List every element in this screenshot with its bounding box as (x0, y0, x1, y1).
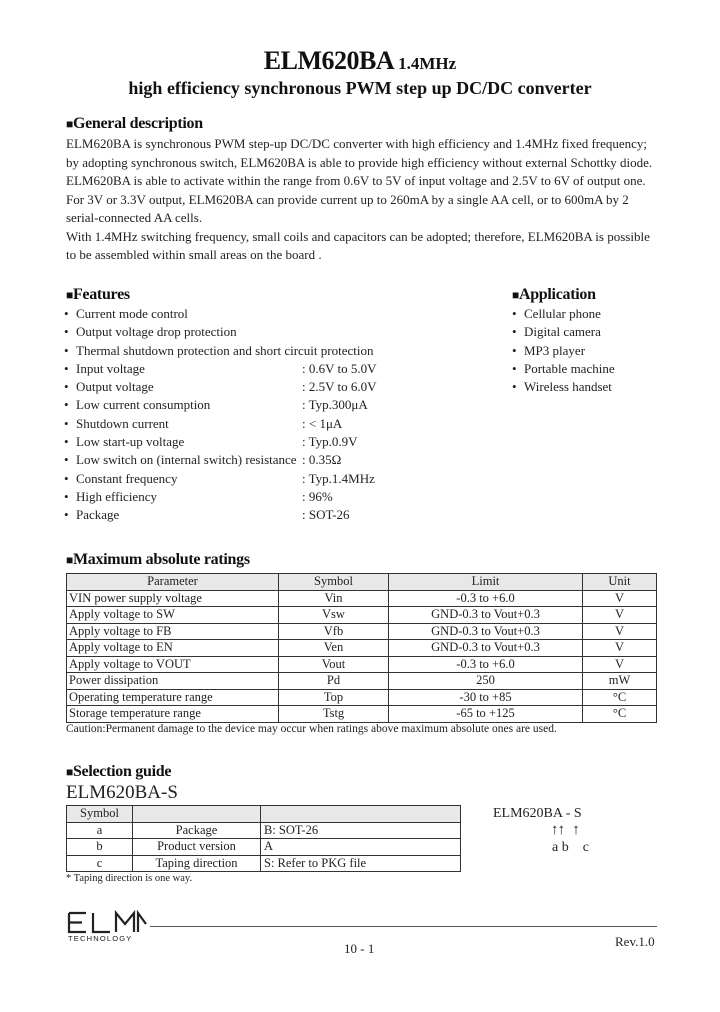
table-cell: -30 to +85 (389, 689, 583, 706)
feature-value: : 96% (302, 488, 333, 504)
table-row (67, 689, 657, 706)
general-heading: ■General description (66, 115, 203, 132)
table-cell: Product version (133, 839, 261, 856)
bullet-icon: • (64, 360, 69, 376)
bullet-icon: • (512, 360, 517, 376)
features-heading: ■Features (66, 286, 130, 303)
column-header: Parameter (67, 574, 279, 591)
selection-part-number: ELM620BA-S (66, 782, 178, 803)
table-cell: -0.3 to +6.0 (389, 656, 583, 673)
table-cell: V (583, 623, 657, 640)
table-cell: S: Refer to PKG file (261, 855, 461, 872)
desc-line: to be assembled within small areas on the board . (66, 247, 322, 262)
bullet-icon: • (64, 379, 69, 395)
ratings-heading: ■Maximum absolute ratings (66, 551, 250, 568)
code-diagram-arrows: ↑↑ ↑ (551, 822, 579, 838)
feature-value: : 0.6V to 5.0V (302, 360, 377, 376)
table-cell: Apply voltage to SW (67, 607, 279, 624)
table-row (67, 640, 657, 657)
feature-value: : Typ.300μA (302, 397, 368, 413)
column-header: Unit (583, 574, 657, 591)
table-cell: V (583, 656, 657, 673)
table-cell: Package (133, 822, 261, 839)
feature-label: Low start-up voltage (76, 434, 185, 450)
application-item (512, 379, 692, 397)
application-list (512, 306, 692, 397)
frequency-label: 1.4MHz (398, 54, 457, 73)
logo-subtext: TECHNOLOGY (68, 934, 133, 943)
table-cell: Tstg (279, 706, 389, 723)
feature-item (64, 343, 464, 361)
desc-line: serial-connected AA cells. (66, 210, 203, 225)
bullet-icon: • (64, 488, 69, 504)
elm-logo (66, 910, 148, 944)
feature-label: Low current consumption (76, 397, 211, 413)
table-cell: Power dissipation (67, 673, 279, 690)
feature-label: Shutdown current (76, 415, 169, 431)
application-heading: ■Application (512, 286, 596, 303)
feature-item (64, 379, 464, 397)
page-subtitle: high efficiency synchronous PWM step up DC/DC converter (128, 78, 592, 98)
table-cell: B: SOT-26 (261, 822, 461, 839)
table-cell: Storage temperature range (67, 706, 279, 723)
feature-label: Input voltage (76, 360, 145, 376)
bullet-icon: • (64, 306, 69, 321)
bullet-icon: • (64, 507, 69, 523)
feature-item (64, 489, 464, 507)
table-row (67, 706, 657, 723)
feature-value: : Typ.0.9V (302, 434, 358, 450)
application-label: Portable machine (524, 360, 615, 376)
table-cell: mW (583, 673, 657, 690)
feature-label: Package (76, 507, 120, 523)
selection-header-cell: Symbol (67, 806, 133, 823)
table-cell: GND-0.3 to Vout+0.3 (389, 640, 583, 657)
feature-item (64, 306, 464, 324)
feature-item (64, 434, 464, 452)
table-cell: -65 to +125 (389, 706, 583, 723)
table-row (67, 822, 461, 839)
features-list (64, 306, 464, 526)
desc-line: With 1.4MHz switching frequency, small coils and capacitors can be adopted; therefore, ELM620BA is possible (66, 228, 650, 244)
application-label: Wireless handset (524, 379, 612, 395)
table-row (67, 623, 657, 640)
ratings-header-row (67, 574, 657, 591)
desc-line: by adopting synchronous switch, ELM620BA is able to provide high efficiency without external Schottky diode. (66, 154, 653, 170)
table-cell: Pd (279, 673, 389, 690)
table-cell: Vout (279, 656, 389, 673)
bullet-icon: • (64, 397, 69, 413)
feature-item (64, 507, 464, 525)
table-cell: Apply voltage to FB (67, 623, 279, 640)
table-cell: c (67, 855, 133, 872)
page-number: 10 - 1 (344, 941, 375, 956)
feature-value: : Typ.1.4MHz (302, 470, 375, 486)
feature-item (64, 452, 464, 470)
table-row (67, 656, 657, 673)
table-cell: Vin (279, 590, 389, 607)
application-item (512, 361, 692, 379)
bullet-icon: • (512, 324, 517, 340)
desc-line: ELM620BA is synchronous PWM step-up DC/DC converter with high efficiency and 1.4MHz fixed frequency; (66, 136, 648, 151)
table-cell: A (261, 839, 461, 856)
application-label: MP3 player (524, 342, 586, 358)
feature-value: : SOT-26 (302, 507, 350, 523)
table-cell: Apply voltage to EN (67, 640, 279, 657)
table-cell: V (583, 607, 657, 624)
feature-label: Constant frequency (76, 470, 178, 486)
table-cell: V (583, 640, 657, 657)
footer-divider (150, 926, 657, 927)
table-cell: Top (279, 689, 389, 706)
table-row (67, 590, 657, 607)
table-cell: 250 (389, 673, 583, 690)
feature-label: Output voltage (76, 379, 154, 395)
general-description (66, 135, 652, 265)
bullet-icon: • (512, 342, 517, 358)
application-item (512, 324, 692, 342)
bullet-icon: • (512, 306, 517, 321)
feature-item (64, 324, 464, 342)
table-cell: Vfb (279, 623, 389, 640)
feature-label: Output voltage drop protection (76, 324, 237, 340)
selection-header-row (67, 806, 461, 823)
table-cell: V (583, 590, 657, 607)
bullet-icon: • (64, 415, 69, 431)
table-cell: GND-0.3 to Vout+0.3 (389, 607, 583, 624)
table-cell: Vsw (279, 607, 389, 624)
feature-item (64, 397, 464, 415)
table-cell: VIN power supply voltage (67, 590, 279, 607)
page-title (0, 46, 720, 76)
caution-note: Caution:Permanent damage to the device may occur when ratings above maximum absolute ones are used. (66, 723, 557, 735)
table-cell: Apply voltage to VOUT (67, 656, 279, 673)
table-cell: °C (583, 706, 657, 723)
table-cell: GND-0.3 to Vout+0.3 (389, 623, 583, 640)
feature-item (64, 416, 464, 434)
selection-table (66, 805, 461, 872)
application-label: Cellular phone (524, 306, 601, 321)
feature-label: Thermal shutdown protection and short circuit protection (76, 342, 374, 358)
code-diagram-label: ELM620BA - S (493, 806, 582, 821)
bullet-icon: • (64, 452, 69, 468)
part-number: ELM620BA (263, 46, 395, 75)
application-label: Digital camera (524, 324, 601, 340)
table-cell: Operating temperature range (67, 689, 279, 706)
table-cell: Ven (279, 640, 389, 657)
column-header: Symbol (279, 574, 389, 591)
table-cell: a (67, 822, 133, 839)
desc-line: For 3V or 3.3V output, ELM620BA can provide current up to 260mA by a single AA cell, or to 600mA by 2 (66, 191, 629, 207)
selection-heading: ■Selection guide (66, 763, 172, 780)
bullet-icon: • (64, 324, 69, 340)
column-header: Limit (389, 574, 583, 591)
feature-value: : 0.35Ω (302, 452, 342, 468)
code-diagram-letters: a b c (552, 840, 589, 855)
table-row (67, 673, 657, 690)
revision-label: Rev.1.0 (615, 934, 655, 949)
table-row (67, 839, 461, 856)
application-item (512, 343, 692, 361)
bullet-icon: • (512, 379, 517, 395)
feature-label: Low switch on (internal switch) resistance (76, 452, 297, 468)
table-row (67, 607, 657, 624)
bullet-icon: • (64, 342, 69, 358)
bullet-icon: • (64, 470, 69, 486)
bullet-icon: • (64, 434, 69, 450)
feature-label: High efficiency (76, 488, 157, 504)
feature-label: Current mode control (76, 306, 188, 321)
table-cell: °C (583, 689, 657, 706)
table-row (67, 855, 461, 872)
desc-line: ELM620BA is able to activate within the range from 0.6V to 5V of input voltage and 2.5V to 6V of output one. (66, 173, 646, 188)
feature-value: : < 1μA (302, 415, 343, 431)
table-cell: -0.3 to +6.0 (389, 590, 583, 607)
selection-note: * Taping direction is one way. (66, 873, 193, 884)
feature-item (64, 471, 464, 489)
feature-item (64, 361, 464, 379)
table-cell: b (67, 839, 133, 856)
application-item (512, 306, 692, 324)
ratings-table (66, 573, 657, 723)
table-cell: Taping direction (133, 855, 261, 872)
feature-value: : 2.5V to 6.0V (302, 379, 377, 395)
